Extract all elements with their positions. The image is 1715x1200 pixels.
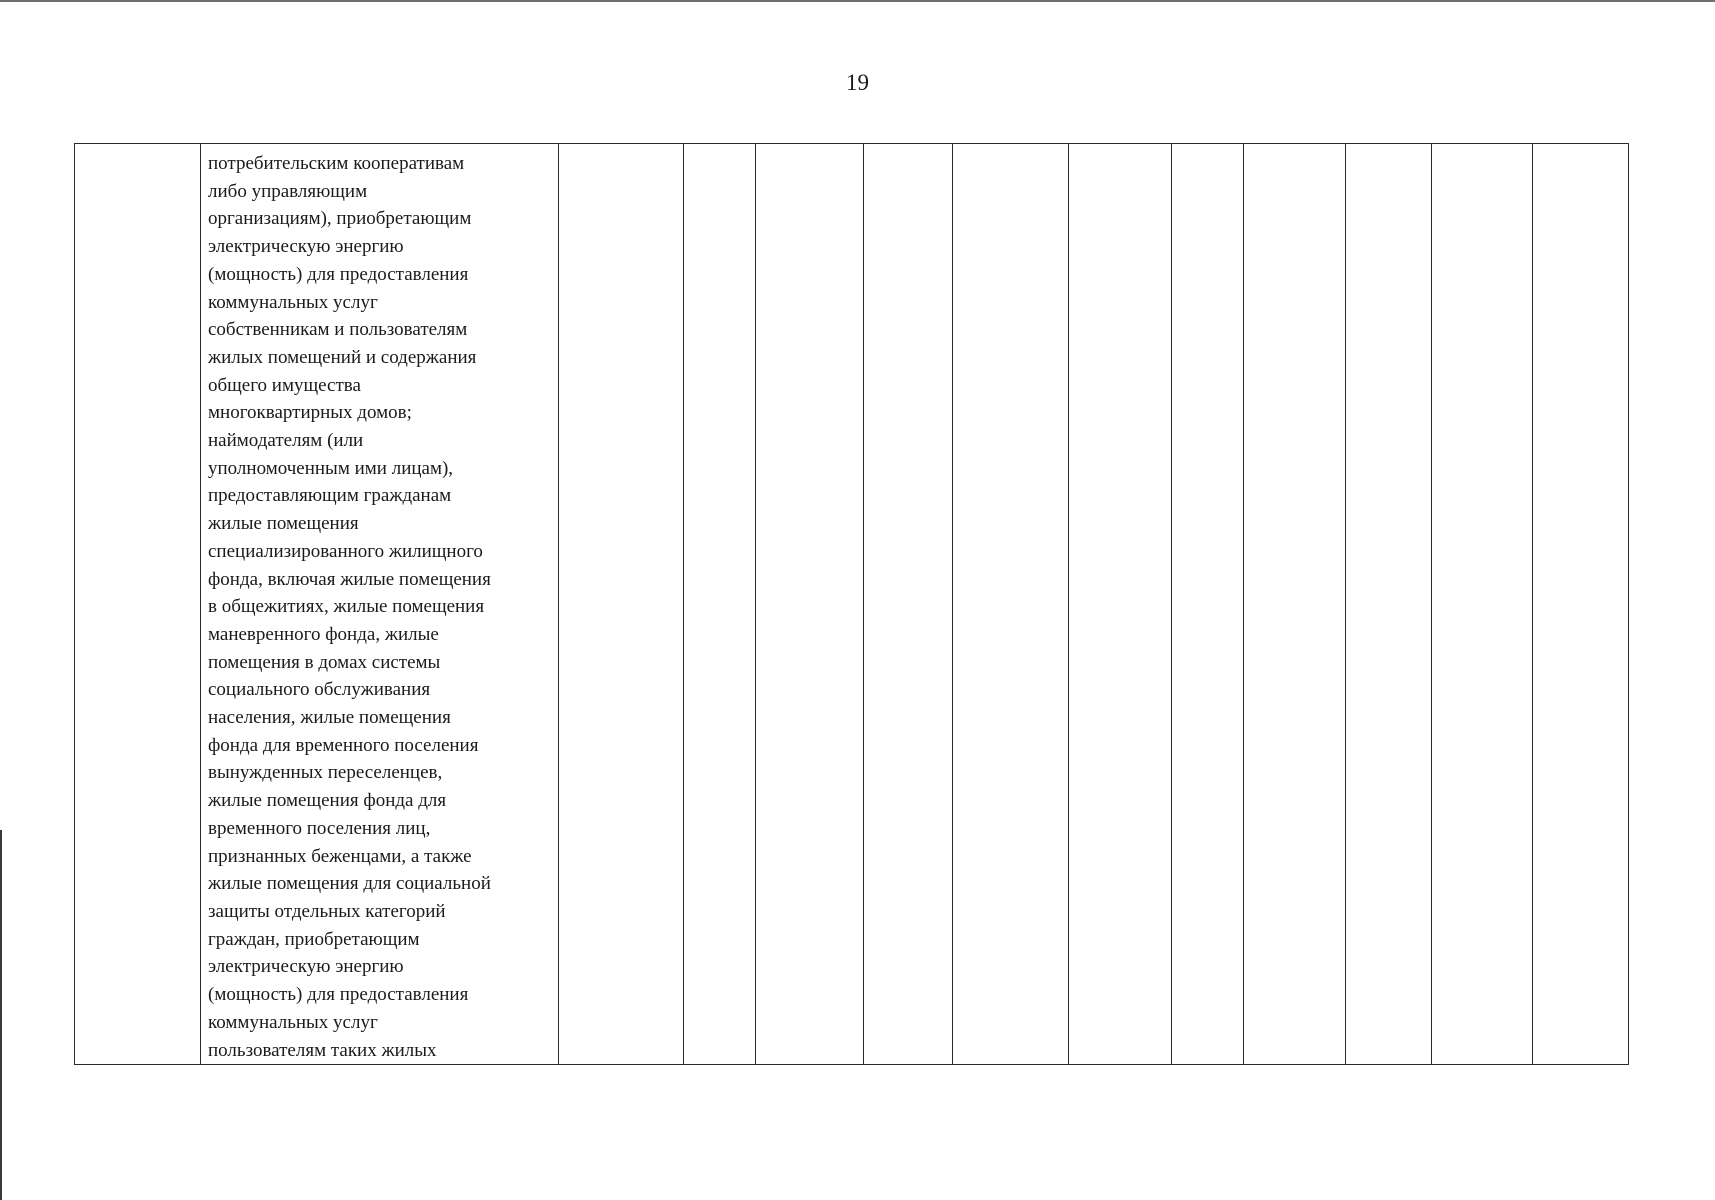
value-cell-7 <box>1172 144 1244 1065</box>
text-line: пользователям таких жилых <box>208 1039 437 1061</box>
text-line: либо управляющим <box>208 180 368 202</box>
text-line: многоквартирных домов; <box>208 402 412 424</box>
value-cell-11 <box>1533 144 1629 1065</box>
text-line: предоставляющим гражданам <box>208 485 452 507</box>
text-line: потребительским кооперативам <box>208 153 465 174</box>
text-line: помещения в домах системы <box>208 651 441 673</box>
page-left-edge <box>0 830 2 1200</box>
value-cell-4 <box>864 144 953 1065</box>
value-cell-2 <box>684 144 756 1065</box>
consumer-category-cell <box>201 144 559 1065</box>
value-cell-3 <box>756 144 864 1065</box>
text-line: специализированного жилищного <box>208 540 483 562</box>
text-line: (мощность) для предоставления <box>208 984 469 1006</box>
text-line: жилые помещения фонда для <box>208 790 447 812</box>
tariff-table <box>74 143 1629 1065</box>
text-line: собственникам и пользователям <box>208 319 468 341</box>
text-line: в общежитиях, жилые помещения <box>208 596 485 618</box>
text-line: фонда для временного поселения <box>208 734 479 756</box>
page-number: 19 <box>846 70 869 95</box>
text-line: электрическую энергию <box>208 956 404 978</box>
value-cell-1 <box>559 144 684 1065</box>
text-line: защиты отдельных категорий <box>208 900 446 922</box>
text-line: вынужденных переселенцев, <box>208 762 443 784</box>
value-cell-5 <box>953 144 1069 1065</box>
text-line: электрическую энергию <box>208 236 404 258</box>
value-cell-6 <box>1069 144 1172 1065</box>
text-line: коммунальных услуг <box>208 1011 378 1033</box>
text-line: признанных беженцами, а также <box>208 845 472 867</box>
page-top-edge <box>0 0 1715 2</box>
text-line: жилые помещения для социальной <box>208 873 491 895</box>
text-line: социального обслуживания <box>208 679 431 701</box>
text-line: наймодателям (или <box>208 430 364 452</box>
text-line: коммунальных услуг <box>208 291 378 313</box>
text-line: организациям), приобретающим <box>208 208 472 230</box>
text-line: маневренного фонда, жилые <box>208 623 439 645</box>
text-line: граждан, приобретающим <box>208 928 420 950</box>
text-line: уполномоченным ими лицам), <box>208 457 454 479</box>
text-line: фонда, включая жилые помещения <box>208 568 491 590</box>
text-line: общего имущества <box>208 374 361 396</box>
value-cell-9 <box>1346 144 1432 1065</box>
consumer-category-text <box>208 150 548 1064</box>
text-line: жилых помещений и содержания <box>208 346 477 368</box>
table-row <box>75 144 1629 1065</box>
text-line: населения, жилые помещения <box>208 707 451 729</box>
text-line: временного поселения лиц, <box>208 817 431 839</box>
value-cell-8 <box>1244 144 1346 1065</box>
text-line: жилые помещения <box>208 513 359 535</box>
text-line: (мощность) для предоставления <box>208 263 469 285</box>
row-number-cell <box>75 144 201 1065</box>
value-cell-10 <box>1432 144 1533 1065</box>
